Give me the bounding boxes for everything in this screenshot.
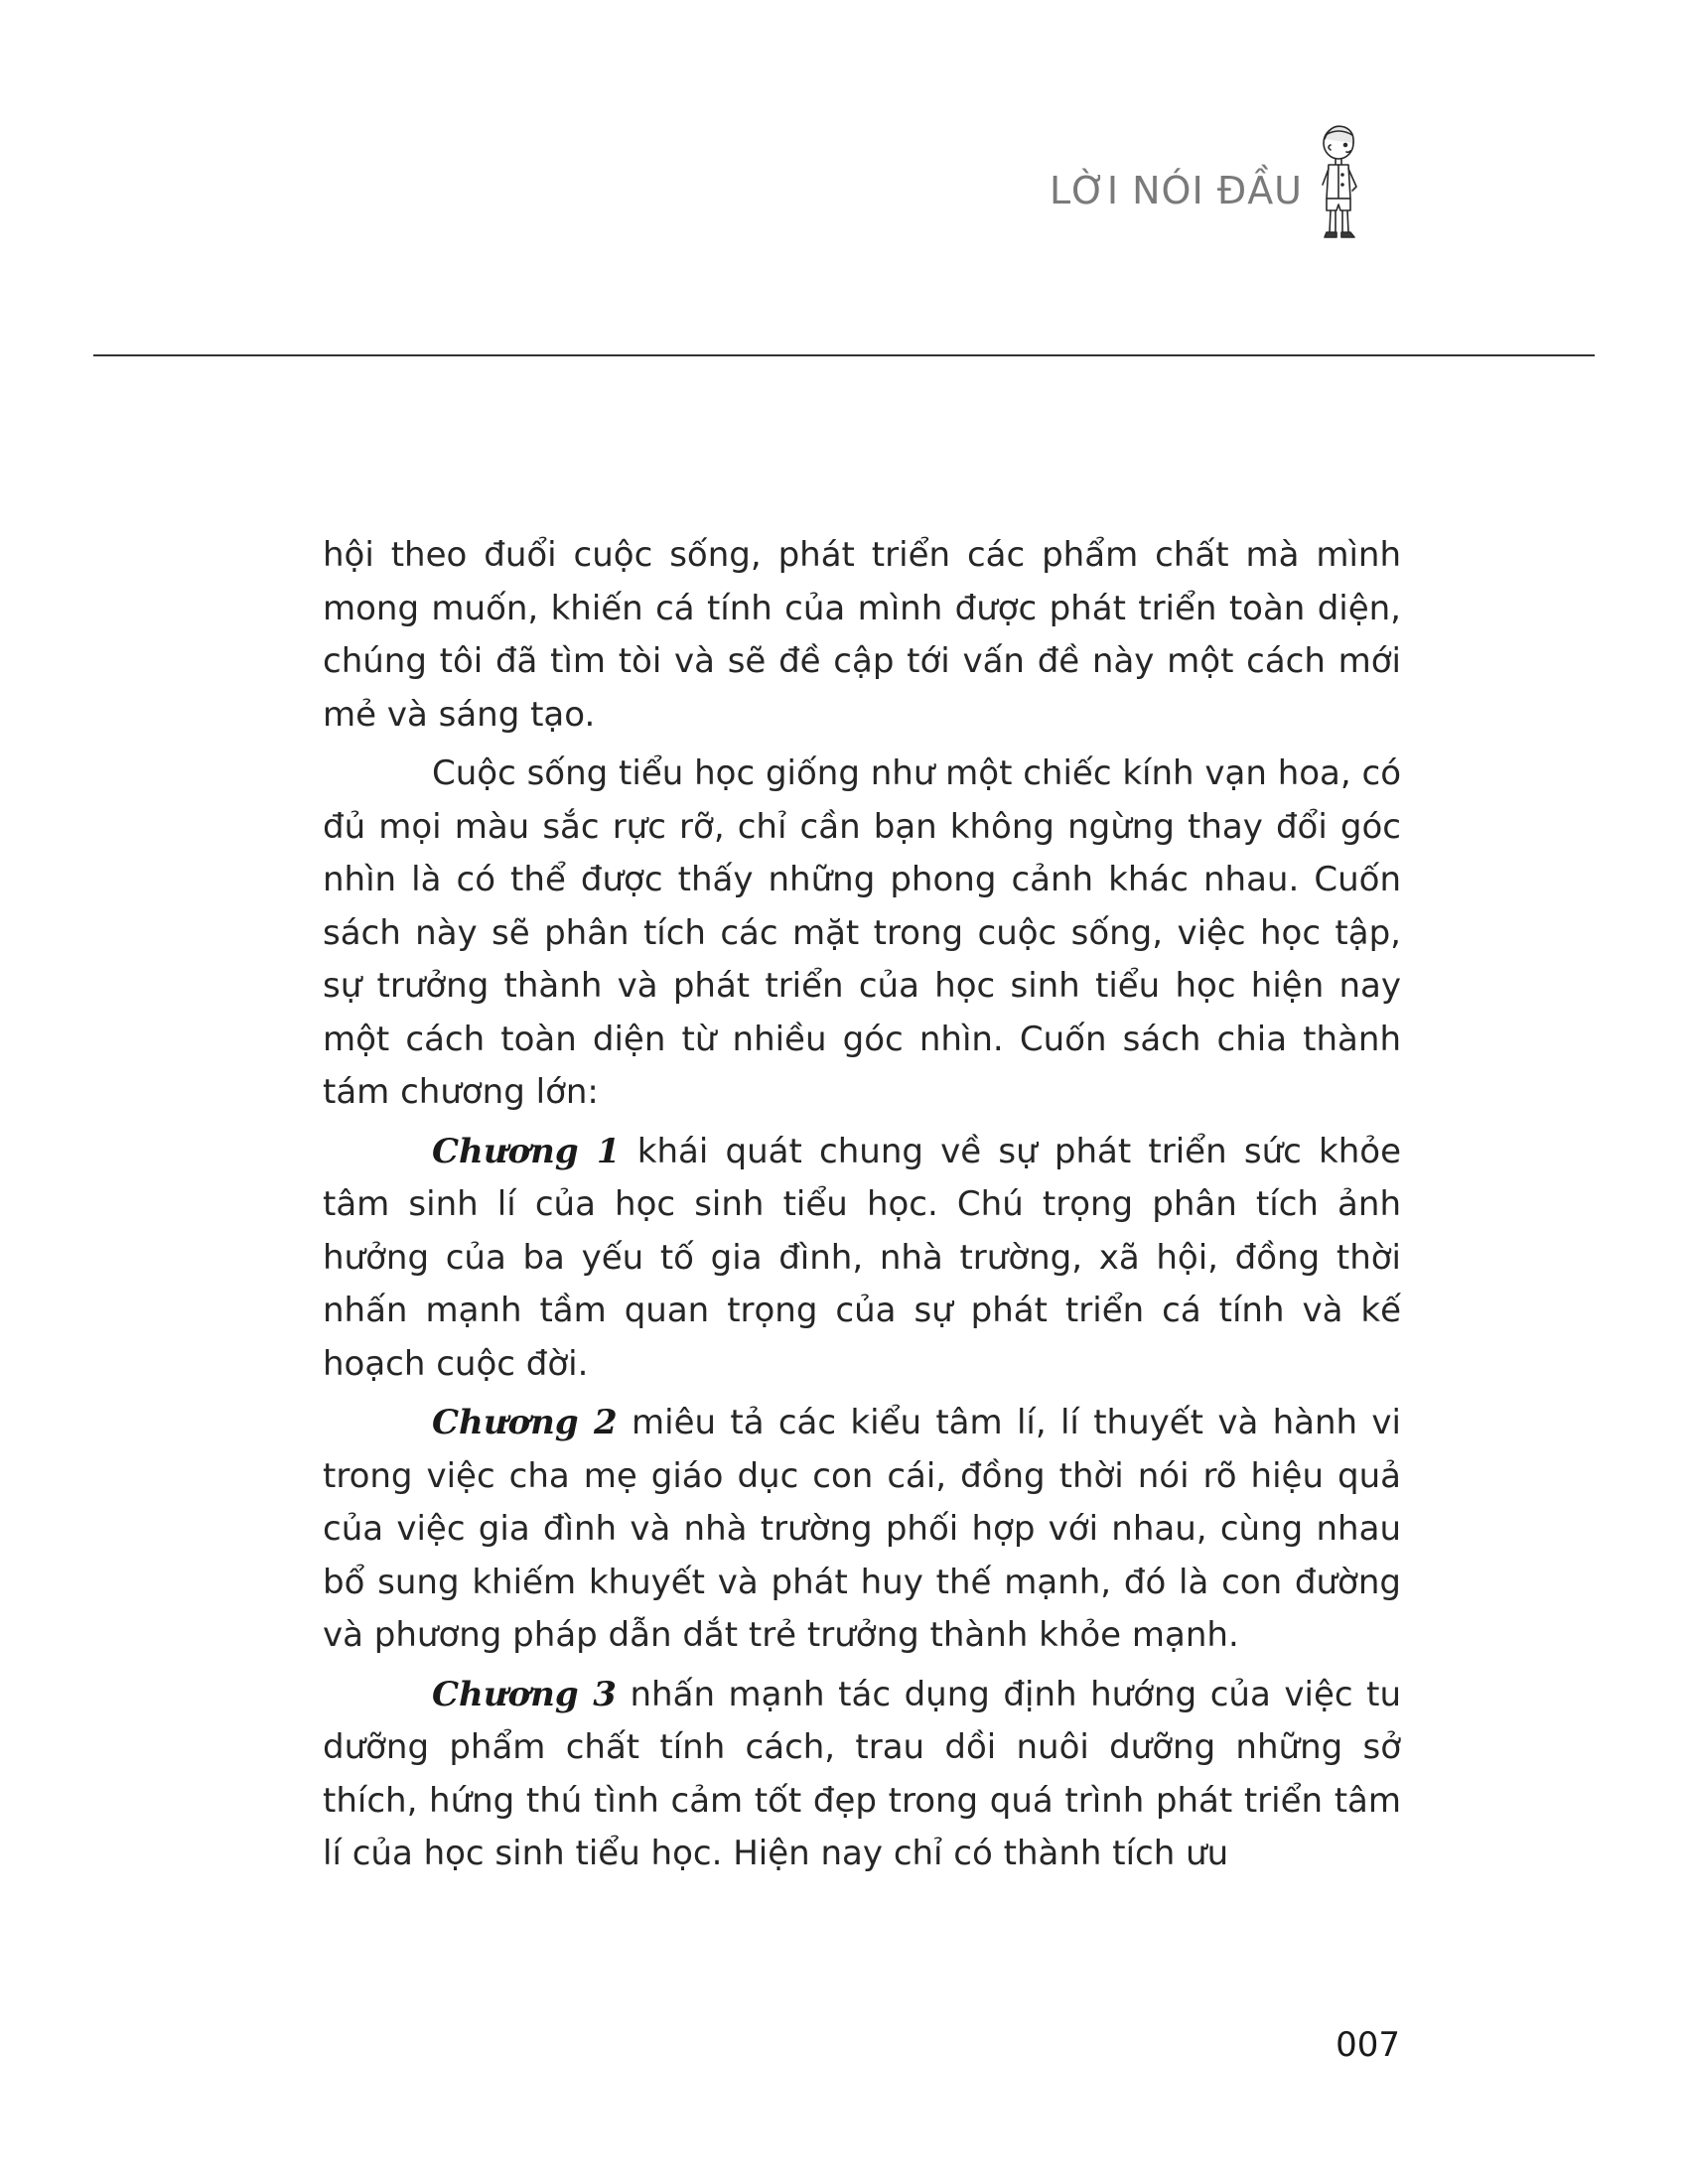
boy-illustration-icon: [1309, 119, 1366, 248]
page-number: 007: [1336, 2025, 1400, 2065]
paragraph-chapter-1: [323, 1126, 1401, 1392]
chapter-2-label: Chương 2: [432, 1403, 618, 1442]
chapter-3-label: Chương 3: [432, 1674, 617, 1714]
chapter-3-text: nhấn mạnh tác dụng định hướng của việc tu dưỡng phẩm chất tính cách, trau dồi nuôi dưỡng những sở thích, hứng thú tình cảm tốt đẹp trong quá trình phát triển tâm lí của học sinh tiểu học. Hiện nay chỉ có thành tích ưu: [323, 1674, 1402, 1873]
chapter-2-text: miêu tả các kiểu tâm lí, lí thuyết và hành vi trong việc cha mẹ giáo dục con cái, đồng thời nói rõ hiệu quả của việc gia đình và nhà trường phối hợp với nhau, cùng nhau bổ sung khiếm khuyết và phát huy thế mạnh, đó là con đường và phương pháp dẫn dắt trẻ trưởng thành khỏe mạnh.: [323, 1403, 1401, 1655]
paragraph-continuation: hội theo đuổi cuộc sống, phát triển các phẩm chất mà mình mong muốn, khiến cá tính của mình được phát triển toàn diện, chúng tôi đã tìm tòi và sẽ đề cập tới vấn đề này một cách mới mẻ và sáng tạo.: [323, 535, 1401, 735]
running-header-title: LỜI NÓI ĐẦU: [1049, 169, 1303, 212]
paragraph-chapter-3: [323, 1669, 1401, 1881]
chapter-1-label: Chương 1: [432, 1131, 621, 1171]
paragraph-intro: Cuộc sống tiểu học giống như một chiếc kính vạn hoa, có đủ mọi màu sắc rực rỡ, chỉ cần bạn không ngừng thay đổi góc nhìn là có thể được thấy những phong cảnh khác nhau. Cuốn sách này sẽ phân tích các mặt trong cuộc sống, việc học tập, sự trưởng thành và phát triển của học sinh tiểu học hiện nay một cách toàn diện từ nhiều góc nhìn. Cuốn sách chia thành tám chương lớn:: [323, 753, 1401, 1112]
chapter-1-text: khái quát chung về sự phát triển sức khỏe tâm sinh lí của học sinh tiểu học. Chú trọng phân tích ảnh hưởng của ba yếu tố gia đình, nhà trường, xã hội, đồng thời nhấn mạnh tầm quan trọng của sự phát triển cá tính và kế hoạch cuộc đời.: [323, 1131, 1401, 1384]
paragraph-chapter-2: [323, 1397, 1401, 1663]
body-text: [323, 529, 1401, 1887]
header-divider: [93, 354, 1595, 356]
